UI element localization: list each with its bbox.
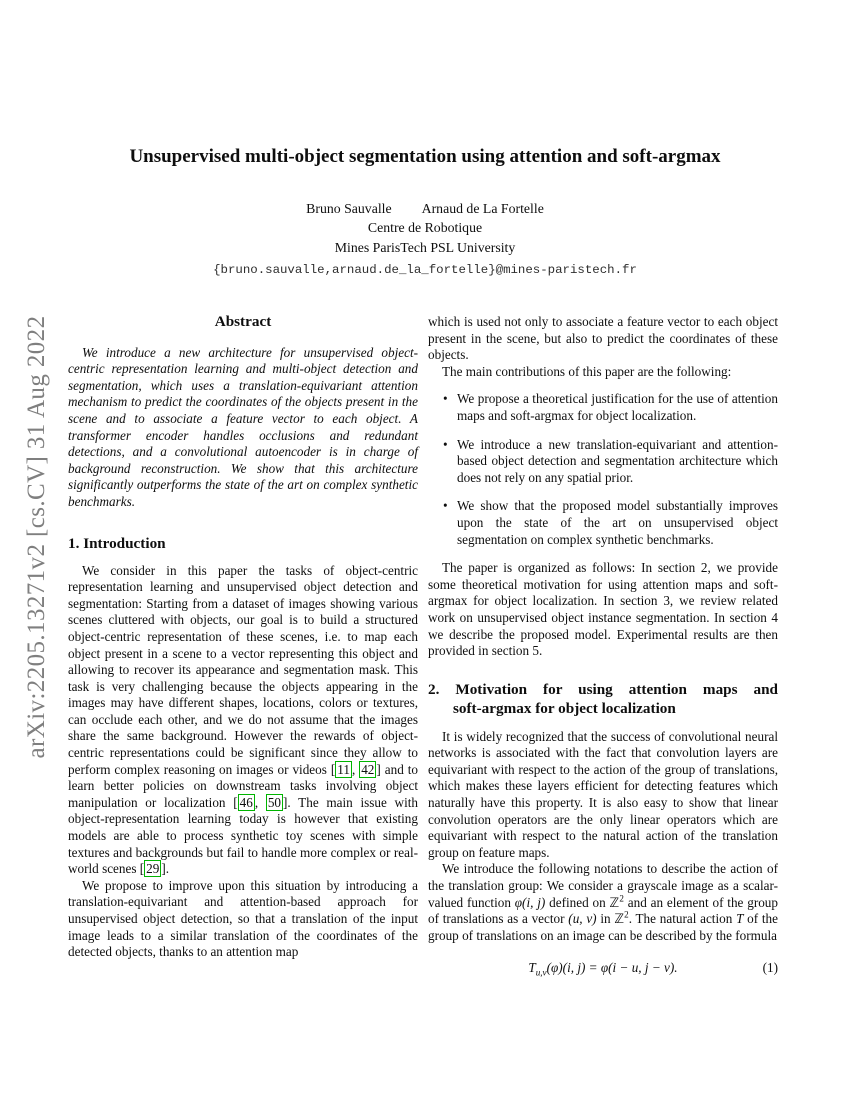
intro-p1-text-4: ]. <box>161 861 170 877</box>
section-2-paragraph-1: It is widely recognized that the success of convolutional neural networks is associated with the fact that convolution layers are equivariant with respect to the action of the group of translations, which makes these layers efficient for detecting features which naturally have this property. It is also easy to show that linear convolution operators are the only linear operators which are equivariant with respect to the natural action of the translation group on feature maps. <box>428 728 778 860</box>
authors-email: {bruno.sauvalle,arnaud.de_la_fortelle}@mines-paristech.fr <box>213 263 637 278</box>
citation-link-11[interactable]: 11 <box>337 761 350 777</box>
intro-p1-text-2: ] and to learn better policies on downstream tasks involving object manipulation or localization [ <box>68 761 419 810</box>
abstract-heading: Abstract <box>214 313 272 330</box>
intro-p1-text-1: We consider in this paper the tasks of object-centric representation learning and unsupervised object detection and segmentation: Starting from a dataset of images showing various scenes cluttered with objects, our goal is to build a structured object-centric representation of these scenes, i.e. to map each object present in a scene to a vector representing this object and allowing to recover its appearance and segmentation mask. This task is very challenging because the objects appearing in the images may have different shapes, locations, colors or textures, can occlude each other, and we do not assume that the images share the same background. However the rewards of object-centric representations could be significant since they allow to perform complex reasoning on images or videos [ <box>68 562 418 777</box>
intro-paragraph-1 <box>68 563 418 878</box>
math-T-operator: T <box>736 911 744 927</box>
author-name-1: Bruno Sauvalle <box>306 201 392 216</box>
sec2-p2-text-5: . The natural action <box>628 911 737 927</box>
paper-title: Unsupervised multi-object segmentation using attention and soft-argmax <box>129 146 721 167</box>
equation-1 <box>428 960 778 977</box>
contributions-intro: The main contributions of this paper are the following: <box>442 363 732 379</box>
contributions-list <box>428 391 778 548</box>
citation-link-50[interactable]: 50 <box>267 794 282 810</box>
sec2-p2-text-6: of the group of translations on an image can be described by the formula <box>428 911 779 943</box>
citation-link-46[interactable]: 46 <box>239 794 253 810</box>
section-2-heading-line-1: 2. Motivation for using attention maps and <box>428 680 778 698</box>
left-column <box>68 314 418 961</box>
math-phi-ij: φ(i, j) <box>514 894 546 910</box>
math-z-exponent-2: 2 <box>624 909 629 920</box>
section-2-paragraph-2 <box>428 861 778 944</box>
equation-number: (1) <box>762 960 778 976</box>
section-2-heading-line-2: soft-argmax for object localization <box>453 699 676 717</box>
math-z-blackboard-2: ℤ <box>614 911 625 927</box>
sec2-p2-text-4: in <box>596 911 615 927</box>
equation-subscript-uv: u,v <box>535 968 547 979</box>
section-2-heading <box>428 680 778 718</box>
paper-organization-paragraph: The paper is organized as follows: In section 2, we provide some theoretical motivation for using attention maps and soft-argmax for object localization. In section 3, we review related work on unsupervised object instance segmentation. In section 4 we describe the proposed model. Experimental results are then provided in section 5. <box>428 560 778 659</box>
authors-block <box>68 199 782 281</box>
intro-paragraph-2-continuation: which is used not only to associate a feature vector to each object present in the scene, but also to predict the coordinates of these objects. <box>428 314 778 363</box>
abstract-text: We introduce a new architecture for unsupervised object-centric representation learning and multi-object detection and segmentation, which uses a translation-equivariant attention mechanism to predict the coordinates of the objects present in the scene and to associate a feature vector to each object. A transformer encoder handles occlusions and redundant detections, and a convolutional autoencoder is in charge of background reconstruction. We show that this architecture significantly outperforms the state of the art on complex synthetic benchmarks. <box>68 344 418 509</box>
contribution-item-2: • We introduce a new translation-equivariant and attention-based object detection and segmentation architecture which does not rely on any spatial prior. <box>428 437 778 487</box>
citation-separator-1: , <box>351 761 360 777</box>
affiliation-line-2: Mines ParisTech PSL University <box>334 239 516 255</box>
arxiv-watermark-text: arXiv:2205.13271v2 [cs.CV] 31 Aug 2022 <box>23 315 50 759</box>
author-name-2: Arnaud de La Fortelle <box>421 201 544 216</box>
sec2-p2-text-1: We introduce the following notations to describe the action of the translation group: We consider a grayscale image as a scalar-valued function <box>428 861 778 910</box>
affiliation-line-1: Centre de Robotique <box>367 220 483 236</box>
equation-1-body <box>528 960 678 979</box>
citation-link-29[interactable]: 29 <box>146 861 160 877</box>
sec2-p2-text-3: and an element of the group of translations as a vector <box>428 894 778 927</box>
math-uv-vector: (u, v) <box>568 911 597 927</box>
author-names-row <box>68 199 782 218</box>
citation-link-42[interactable]: 42 <box>361 761 375 777</box>
contribution-item-1: • We propose a theoretical justification for the use of attention maps and soft-argmax for object localization. <box>428 391 778 424</box>
contribution-item-3: • We show that the proposed model substantially improves upon the state of the art on unsupervised object segmentation on complex synthetic benchmarks. <box>428 498 778 548</box>
math-z-blackboard-1: ℤ <box>609 894 620 910</box>
section-1-heading: 1. Introduction <box>68 534 166 552</box>
equation-lhs-T: T <box>528 960 536 976</box>
intro-p1-text-3: ]. The main issue with object-representation learning today is however that existing models are able to process synthetic toy scenes with simple textures and backgrounds but fail to handle more complex or real-world scenes [ <box>68 794 419 877</box>
equation-rest: (φ)(i, j) = φ(i − u, j − v). <box>546 960 678 976</box>
sec2-p2-text-2: defined on <box>545 894 610 910</box>
right-column <box>428 314 778 977</box>
citation-separator-2: , <box>254 794 266 810</box>
math-z-exponent-1: 2 <box>619 893 624 904</box>
intro-paragraph-2: We propose to improve upon this situation by introducing a translation-equivariant and attention-based approach for unsupervised object detection, so that a translation of the input image leads to a similar translation of the coordinates of the detected objects, thanks to an attention map <box>68 877 418 960</box>
